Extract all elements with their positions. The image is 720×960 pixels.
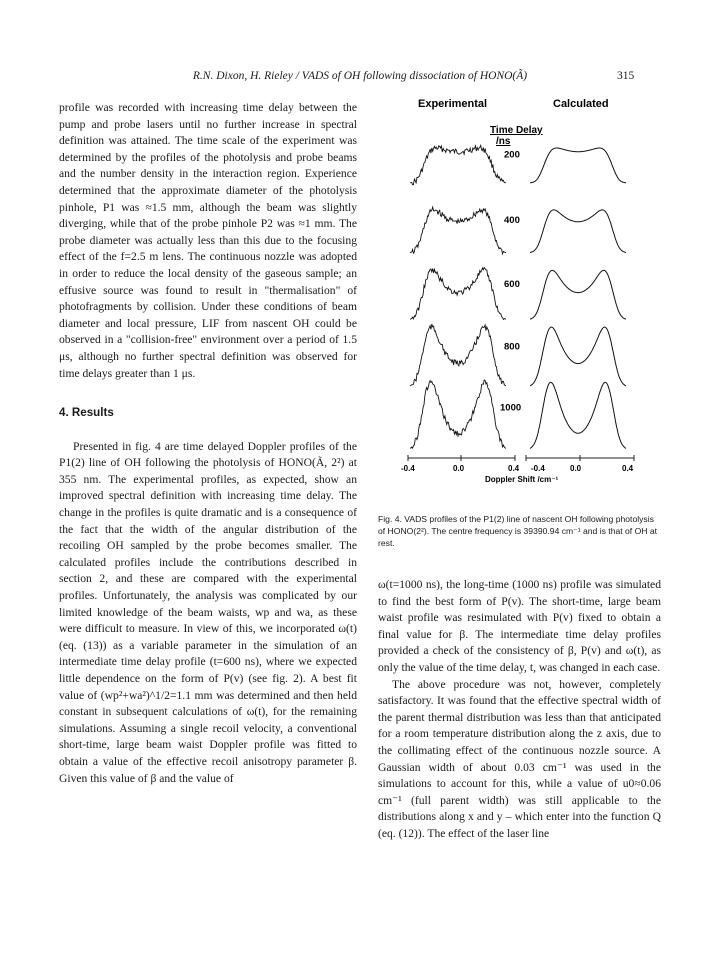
header-experimental: Experimental [418, 98, 488, 110]
experimental-profile [410, 146, 506, 185]
calculated-traces [530, 148, 626, 448]
calculated-profile [530, 270, 626, 319]
time-delay-unit: /ns [496, 136, 511, 147]
calculated-profile [530, 327, 626, 386]
x-tick-left-0: -0.4 [401, 464, 415, 473]
section-heading: 4. Results [59, 406, 114, 420]
left-column [59, 100, 357, 787]
experimental-profile [410, 207, 506, 254]
right-paragraph-2: The above procedure was not, however, completely satisfactory. It was found that the effective spectral width of the parent thermal distribution was less than that anticipated for a room temperature distribution along the z axis, due to the collimating effect of the continuous nozzle source. A Gaussian width of about 0.03 cm⁻¹ was used in the simulations to account for this, while a value of u0≈0.06 cm⁻¹ (full parent width) was still applicable to the distributions along x and y – which enter into the function Q (eq. (12)). The effect of the laser line [378, 677, 661, 840]
page-number: 315 [617, 70, 635, 82]
figure-4-plot [378, 95, 663, 500]
calculated-profile [530, 148, 626, 183]
left-paragraph-2: Presented in fig. 4 are time delayed Doppler profiles of the P1(2) line of OH following the photolysis of HONO(Ã, 2²) at 355 nm. The experimental profiles, as expected, show an improved spectral definition with increasing time delay. The change in the profiles is quite dramatic and is a consequence of the fact that the width of the angular distribution of the recoiling OH sampled by the probe becomes smaller. The calculated profiles include the contributions described in section 2, and these are compared with the experimental profiles. Unfortunately, the analysis was complicated by our limited knowledge of the beam waists, wp and wa, as these were difficult to measure. In view of this, we incorporated ω(t) (eq. (13)) as a variable parameter in the simulation of an intermediate time delay profile (t=600 ns), where we expected little dependence on the form of P(v) (see fig. 2). A best fit value of (wp²+wa²)^1/2=1.1 mm was determined and then held constant in subsequent calculations of ω(t), for the remaining simulations. Assuming a single recoil velocity, a conventional short-time, large beam waist Doppler profile was fitted to obtain a value of the effective recoil anisotropy parameter β. Given this value of β and the value of [59, 439, 357, 785]
figure-caption: Fig. 4. VADS profiles of the P1(2) line of nascent OH following photolysis of HONO(2²). The centre frequency is 39390.94 cm⁻¹ and is that of OH at rest. [378, 514, 658, 549]
delay-label: 800 [504, 341, 520, 353]
left-paragraph-1: profile was recorded with increasing time delay between the pump and probe lasers until no further increase in spectral definition was attained. The time scale of the experiment was determined by the profiles of the photolysis and probe beams and the number density in the interaction region. Experience determined that the approximate diameter of the photolysis pinhole, P1 was ≈1.5 mm, although the beam was slightly diverging, while that of the probe pinhole P2 was ≈1 mm. The probe diameter was actually less than this due to the focusing effect of the f=2.5 m lens. The continuous nozzle was adopted in order to reduce the local density of the gaseous sample; an effusive source was found to result in "thermalisation" of photofragments by collision. Under these conditions of beam diameter and local pressure, LIF from nascent OH could be observed in a "collision-free" environment over a period of 1.5 μs, although no further spectral definition was observed for time delays greater than 1 μs. [59, 101, 357, 380]
x-tick-left-2: 0.4 [508, 464, 520, 473]
delay-label: 400 [504, 214, 520, 226]
figure-4 [378, 95, 663, 500]
experimental-profile [410, 380, 506, 448]
x-tick-left-1: 0.0 [453, 464, 465, 473]
right-column [378, 577, 661, 843]
experimental-traces [410, 146, 506, 449]
delay-label: 1000 [500, 402, 522, 414]
calculated-profile [530, 210, 626, 253]
experimental-profile [410, 268, 506, 320]
delay-label: 600 [504, 279, 520, 290]
header-calculated: Calculated [553, 98, 609, 110]
delay-label: 200 [504, 149, 520, 161]
time-delay-label: Time Delay [490, 125, 543, 136]
x-axes [408, 455, 634, 461]
calculated-profile [530, 382, 626, 448]
running-head: R.N. Dixon, H. Rieley / VADS of OH following dissociation of HONO(Ã) [192, 70, 528, 82]
experimental-profile [410, 324, 506, 386]
x-tick-right-1: 0.0 [570, 464, 582, 473]
delay-labels [500, 150, 521, 414]
x-tick-right-2: 0.4 [622, 464, 634, 473]
right-paragraph-1: ω(t=1000 ns), the long-time (1000 ns) profile was simulated to find the best form of P(v). The short-time, large beam waist profile was resimulated with P(v) fixed to obtain a final value for β. The intermediate time delay profiles provided a check of the consistency of β, P(v) and ω(t), as only the value of the time delay, t, was changed in each case. [378, 578, 661, 674]
x-axis-label: Doppler Shift /cm⁻¹ [485, 475, 559, 484]
x-tick-right-0: -0.4 [531, 464, 545, 473]
